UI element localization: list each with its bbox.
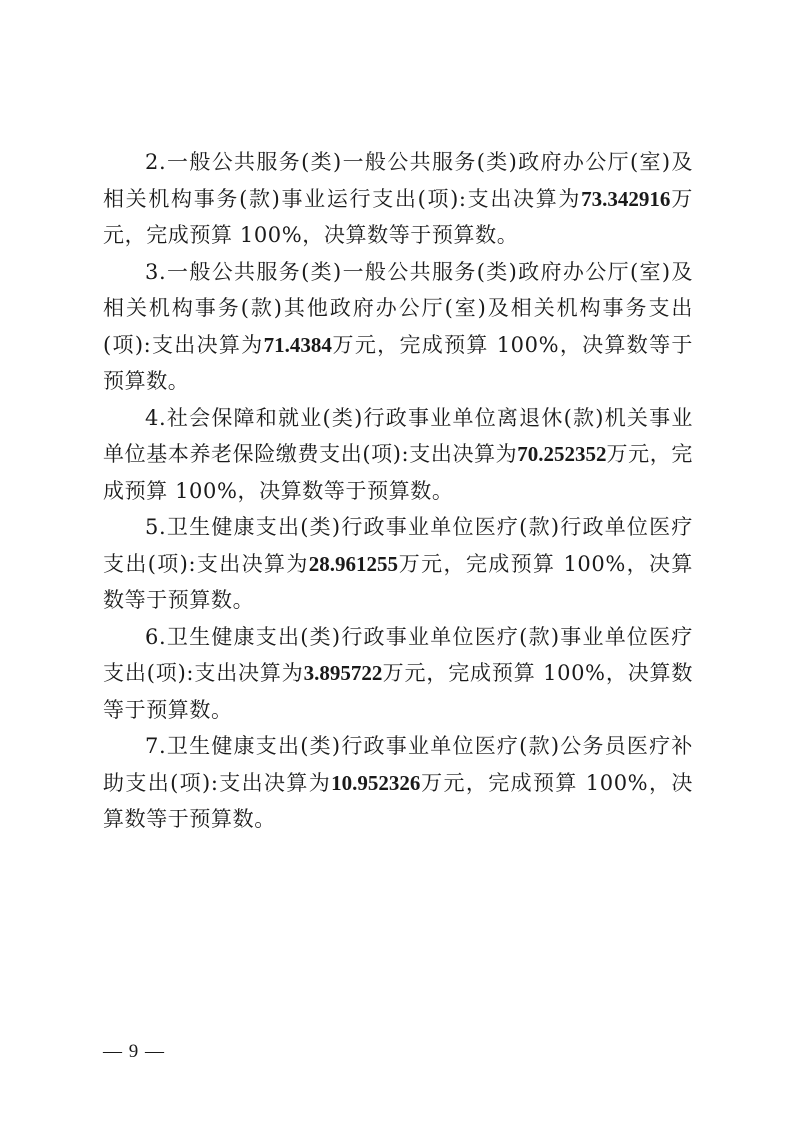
- expenditure-amount: 3.895722: [303, 661, 383, 685]
- paragraph-text: 3.一般公共服务(类)一般公共服务(类)政府办公厅(室)及相关机构事务(款)其他政府办公厅(室)及相关机构事务支出(项):支出决算为: [103, 259, 693, 357]
- paragraph-text: 5.卫生健康支出(类)行政事业单位医疗(款)行政单位医疗支出(项):支出决算为: [103, 515, 693, 576]
- expenditure-amount: 28.961255: [308, 551, 399, 576]
- page-number: — 9 —: [103, 1041, 165, 1062]
- paragraph-item-2: [103, 144, 693, 254]
- paragraph-item-4: [103, 400, 693, 510]
- paragraph-text: 万元，完成预算 100%，决算数等于预算数。: [103, 332, 693, 393]
- paragraph-item-7: [103, 728, 693, 838]
- paragraph-text: 万元，完成预算 100%，决算数等于预算数。: [103, 551, 693, 612]
- paragraph-text: 万元，完成预算 100%，决算数等于预算数。: [103, 661, 694, 722]
- paragraph-text: 万元，完成预算 100%，决算数等于预算数。: [103, 770, 693, 831]
- expenditure-amount: 10.952326: [331, 770, 421, 795]
- paragraph-text: 2.一般公共服务(类)一般公共服务(类)政府办公厅(室)及相关机构事务(款)事业运行支出(项):支出决算为: [103, 150, 693, 211]
- paragraph-text: 4.社会保障和就业(类)行政事业单位离退休(款)机关事业单位基本养老保险缴费支出(项):支出决算为: [103, 405, 693, 466]
- paragraph-text: 万元，完成预算 100%，决算数等于预算数。: [103, 442, 693, 503]
- paragraph-text: 7.卫生健康支出(类)行政事业单位医疗(款)公务员医疗补助支出(项):支出决算为: [103, 734, 693, 795]
- expenditure-amount: 73.342916: [581, 186, 671, 211]
- document-body: [103, 144, 693, 838]
- expenditure-amount: 70.252352: [517, 442, 607, 466]
- paragraph-item-6: [103, 619, 693, 729]
- paragraph-text: 万元，完成预算 100%，决算数等于预算数。: [103, 186, 693, 247]
- paragraph-item-3: [103, 254, 693, 400]
- paragraph-item-5: [103, 509, 693, 619]
- paragraph-text: 6.卫生健康支出(类)行政事业单位医疗(款)事业单位医疗支出(项):支出决算为: [103, 624, 693, 685]
- expenditure-amount: 71.4384: [263, 332, 332, 357]
